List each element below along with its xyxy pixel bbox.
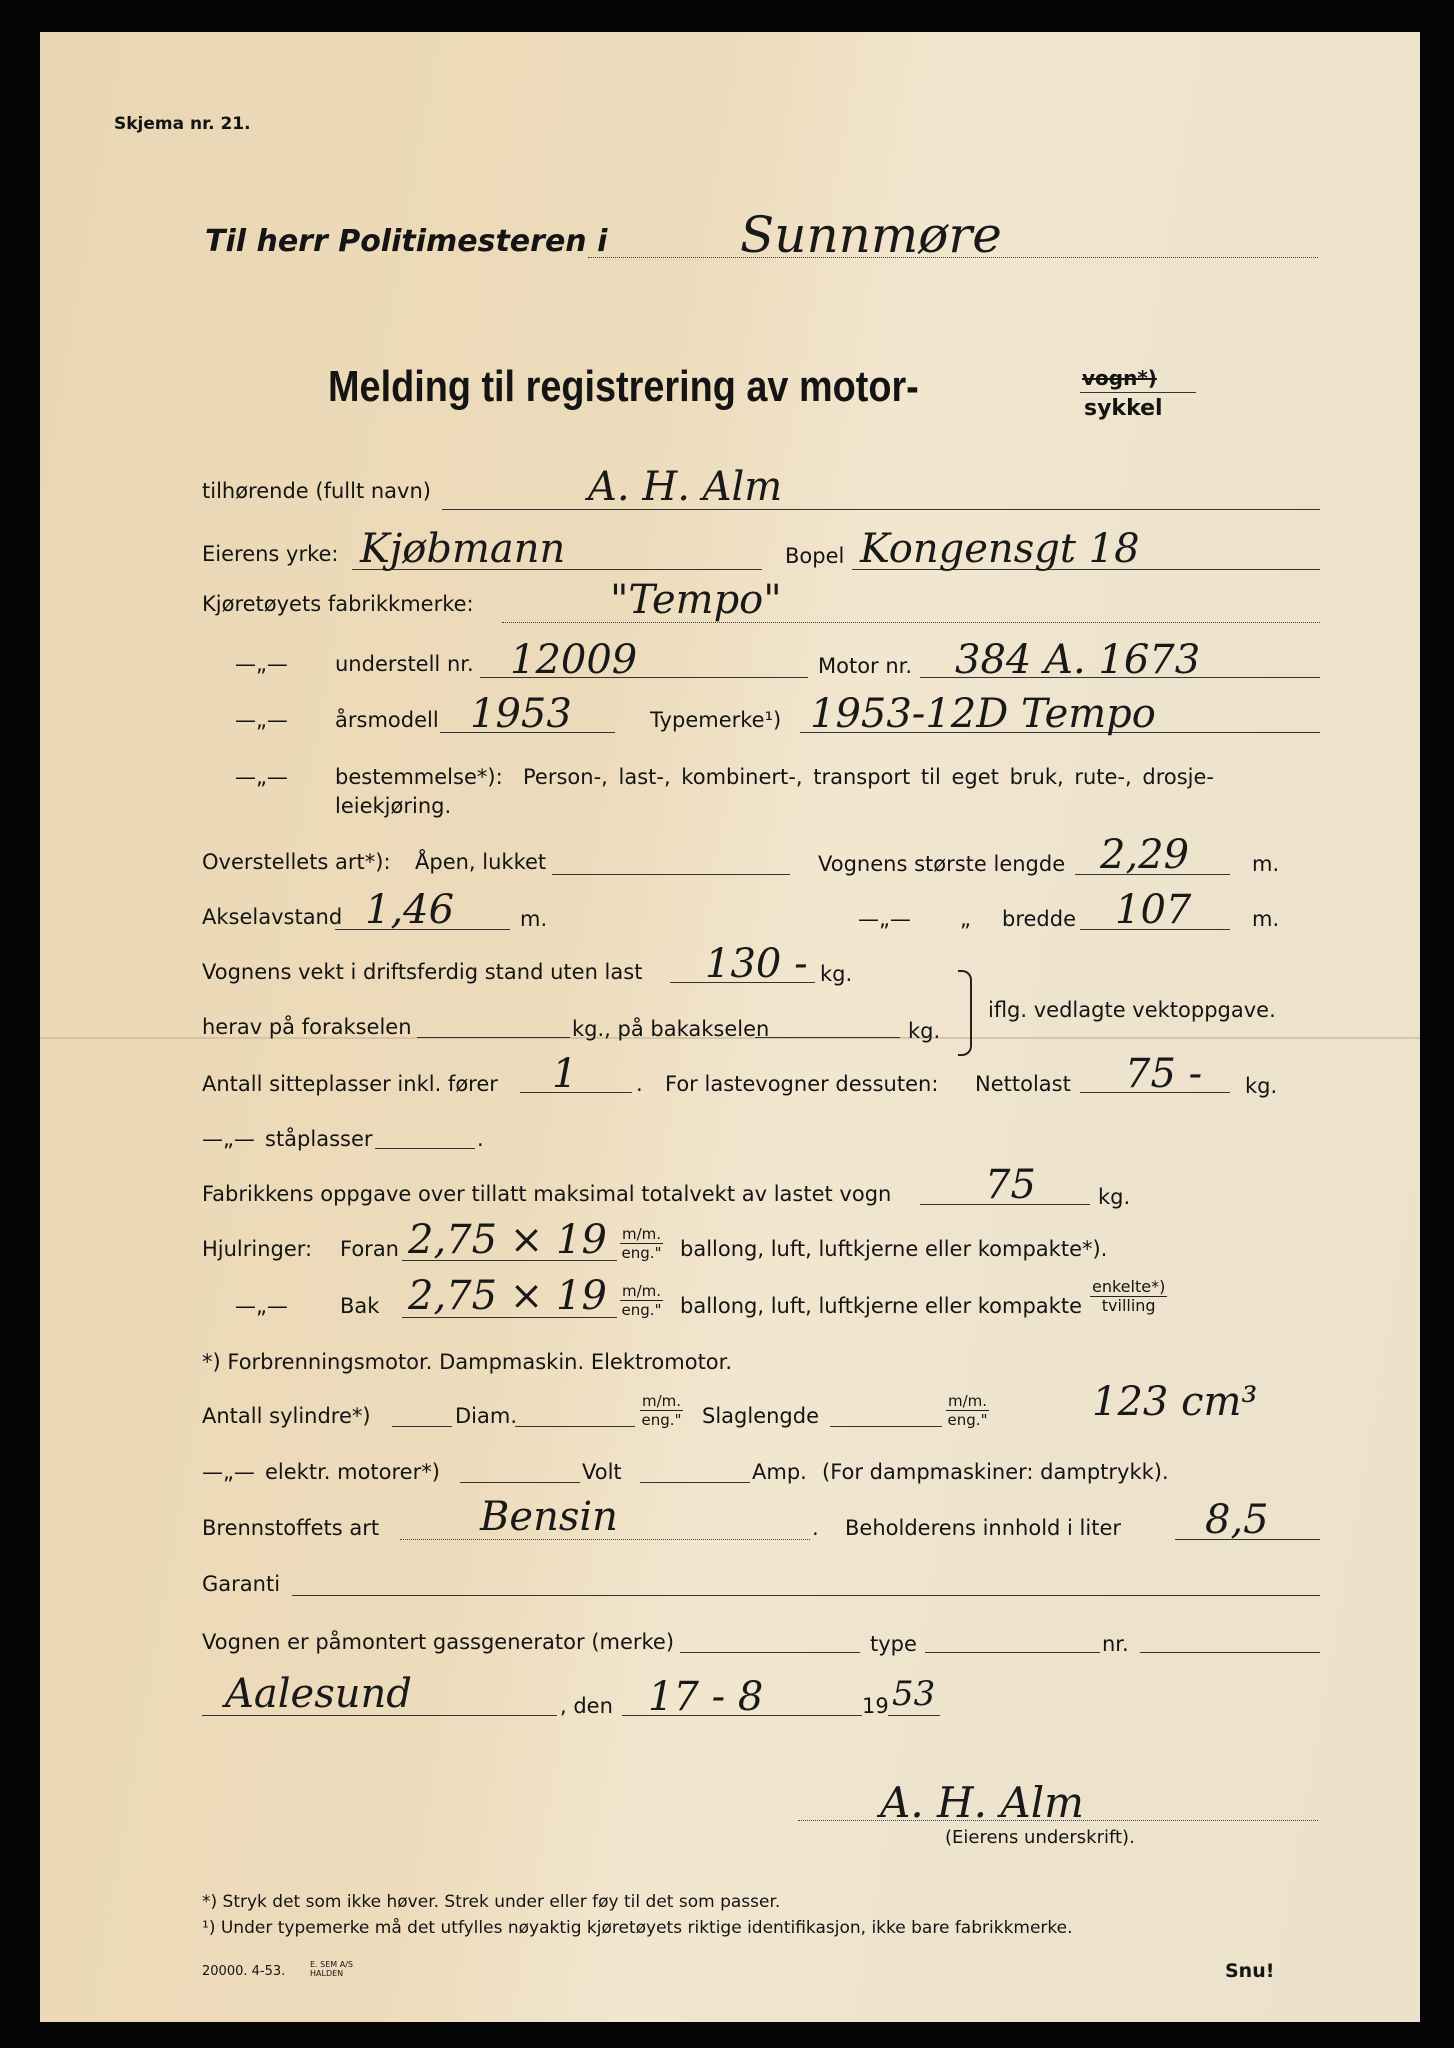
signature-label: (Eierens underskrift). bbox=[945, 1827, 1135, 1848]
addressee-value: Sunnmøre bbox=[740, 206, 1002, 264]
gas-nr-label: nr. bbox=[1102, 1632, 1129, 1656]
owner-value: A. H. Alm bbox=[588, 464, 783, 510]
guarantee-label: Garanti bbox=[202, 1572, 281, 1596]
fuel-value: Bensin bbox=[480, 1494, 618, 1540]
residence-value: Kongensgt 18 bbox=[860, 526, 1140, 572]
front-axle-label: herav på forakselen bbox=[202, 1015, 412, 1039]
occupation-value: Kjøbmann bbox=[360, 526, 566, 572]
stroke-label: Slaglengde bbox=[702, 1404, 820, 1428]
engine-types: *) Forbrenningsmotor. Dampmaskin. Elektromotor. bbox=[202, 1350, 733, 1374]
seats-value: 1 bbox=[552, 1051, 578, 1097]
purpose-label: bestemmelse*): bbox=[335, 765, 503, 789]
electric-label: elektr. motorer*) bbox=[265, 1460, 440, 1484]
date-value: 17 - 8 bbox=[648, 1674, 764, 1720]
model-year-value: 1953 bbox=[470, 691, 572, 737]
cylinders-label: Antall sylindre*) bbox=[202, 1404, 371, 1428]
type-value: 1953-12D Tempo bbox=[810, 691, 1156, 737]
residence-label: Bopel bbox=[785, 544, 845, 568]
rear-tire-value: 2,75 × 19 bbox=[408, 1273, 607, 1319]
addressee-label: Til herr Politimesteren i bbox=[205, 224, 608, 259]
owner-signature: A. H. Alm bbox=[880, 1778, 1084, 1827]
rear-tire-text: ballong, luft, luftkjerne eller kompakte bbox=[680, 1294, 1082, 1318]
gas-type-label: type bbox=[870, 1632, 917, 1656]
cargo-label: For lastevogner dessuten: bbox=[665, 1072, 939, 1096]
title-vogn: vogn*) bbox=[1082, 366, 1157, 390]
width-value: 107 bbox=[1115, 887, 1192, 933]
tank-label: Beholderens innhold i liter bbox=[845, 1516, 1122, 1540]
occupation-label: Eierens yrke: bbox=[202, 542, 339, 566]
steam-label: (For dampmaskiner: damptrykk). bbox=[822, 1460, 1169, 1484]
volt-label: Volt bbox=[582, 1460, 622, 1484]
net-label: Nettolast bbox=[975, 1072, 1071, 1096]
front-label: Foran bbox=[340, 1237, 399, 1261]
chassis-label: understell nr. bbox=[335, 652, 474, 676]
print-code: 20000. 4-53. bbox=[202, 1964, 286, 1979]
turn-over: Snu! bbox=[1225, 1960, 1275, 1982]
place-value: Aalesund bbox=[225, 1671, 412, 1717]
footnote-one: ¹) Under typemerke må det utfylles nøyaktig kjøretøyets riktige identifikasjon, ikke bare fabrikkmerke. bbox=[202, 1918, 1073, 1938]
net-value: 75 - bbox=[1125, 1051, 1203, 1097]
length-value: 2,29 bbox=[1100, 832, 1190, 878]
motor-label: Motor nr. bbox=[818, 654, 913, 678]
footnote-star: *) Stryk det som ikke høver. Strek under eller føy til det som passer. bbox=[202, 1892, 781, 1912]
weight-value: 130 - bbox=[705, 941, 808, 987]
type-label: Typemerke¹) bbox=[650, 708, 782, 732]
title-sykkel: sykkel bbox=[1084, 396, 1163, 421]
page-title: Melding til registrering av motor- bbox=[328, 362, 919, 411]
purpose-text: Person-, last-, kombinert-, transport til eget bruk, rute-, drosje- bbox=[523, 765, 1215, 789]
make-value: "Tempo" bbox=[610, 577, 782, 623]
axle-value: 1,46 bbox=[365, 887, 455, 933]
length-label: Vognens største lengde bbox=[818, 852, 1066, 876]
form-page: Skjema nr. 21. Til herr Politimesteren i Sunnmøre Melding til registrering av motor- vogn*) sykkel tilhørende (fullt navn) A. H. Alm Eierens yrke: Kjøbmann Bopel Kongensgt 18 Kjøretøyets fabrikkmerke: "Tempo" —„— understell nr. 12009 Motor nr. 384 A. 1673 —„— årsmodell 1953 Typemerke¹) 1953-12D Tempo —„— bestemmelse*): Person-, last-, kombinert-, transport til eget bruk, rute-, drosje- leiekjøring. Overstellets art*): Åpen, lukket Vognens største lengde 2,29 m. Akselavstand 1,46 m. —„— „ bredde 107 m. Vognens vekt i driftsferdig stand uten last 130 - kg. herav på forakselen kg., på bakakselen kg. iflg. vedlagte vektoppgave. Antall sitteplasser inkl. fører 1 . For lastevogner dessuten: Nettolast 75 - kg. —„— ståplasser . Fabrikkens oppgave over tillatt maksimal totalvekt av lastet vogn 75 kg. Hjulringer: Foran 2,75 × 19 m/m. eng." ballong, luft, luftkjerne eller kompakte*). —„— Bak 2,75 × 19 m/m. eng." ballong, luft, luftkjerne eller kompakte enkelte*) tvilling *) Forbrenningsmotor. Dampmaskin. Elektromotor. Antall sylindre*) Diam. m/m. eng." Slaglengde m/m. eng." 123 cm³ —„— elektr. motorer*) Volt Amp. (For dampmaskiner: damptrykk). Brennstoffets art Bensin . Beholderens innhold i liter 8,5 Garanti Vognen er påmontert gassgenerator (merke) type nr. Aalesund , den 17 - 8 19 53 A. H. Alm (Eierens underskrift). *) Stryk det som ikke høver. Strek under eller føy til det som passer. ¹) Under typemerke må det utfylles nøyaktig kjøretøyets riktige identifikasjon, ikke bare fabrikkmerke. 20000. 4-53. E. SEM A/S HALDEN Snu! bbox=[40, 32, 1420, 2022]
model-year-label: årsmodell bbox=[335, 708, 439, 732]
chassis-value: 12009 bbox=[510, 637, 638, 683]
weight-note: iflg. vedlagte vektoppgave. bbox=[988, 998, 1276, 1022]
tank-value: 8,5 bbox=[1205, 1497, 1269, 1543]
body-value: Åpen, lukket bbox=[415, 850, 547, 874]
width-label: bredde bbox=[1002, 907, 1077, 931]
printer-name: E. SEM A/S HALDEN bbox=[310, 1960, 353, 1978]
purpose-text-2: leiekjøring. bbox=[335, 794, 452, 818]
gas-label: Vognen er påmontert gassgenerator (merke) bbox=[202, 1630, 675, 1654]
body-label: Overstellets art*): bbox=[202, 850, 391, 874]
schema-number: Skjema nr. 21. bbox=[114, 114, 251, 134]
seats-label: Antall sitteplasser inkl. fører bbox=[202, 1072, 498, 1096]
amp-label: Amp. bbox=[752, 1460, 807, 1484]
motor-value: 384 A. 1673 bbox=[955, 637, 1201, 683]
standing-label: ståplasser bbox=[265, 1127, 373, 1151]
max-weight-value: 75 bbox=[985, 1162, 1036, 1208]
owner-label: tilhørende (fullt navn) bbox=[202, 479, 431, 503]
axle-label: Akselavstand bbox=[202, 905, 343, 929]
make-label: Kjøretøyets fabrikkmerke: bbox=[202, 592, 474, 616]
year-value: 53 bbox=[892, 1674, 936, 1714]
diam-label: Diam. bbox=[455, 1404, 518, 1428]
weight-label: Vognens vekt i driftsferdig stand uten last bbox=[202, 960, 643, 984]
fuel-label: Brennstoffets art bbox=[202, 1516, 380, 1540]
front-tire-text: ballong, luft, luftkjerne eller kompakte*). bbox=[680, 1237, 1108, 1261]
tires-label: Hjulringer: bbox=[202, 1237, 313, 1261]
max-weight-label: Fabrikkens oppgave over tillatt maksimal totalvekt av lastet vogn bbox=[202, 1182, 892, 1206]
volume-value: 123 cm³ bbox=[1092, 1379, 1258, 1425]
front-tire-value: 2,75 × 19 bbox=[408, 1217, 607, 1263]
rear-label: Bak bbox=[340, 1294, 380, 1318]
